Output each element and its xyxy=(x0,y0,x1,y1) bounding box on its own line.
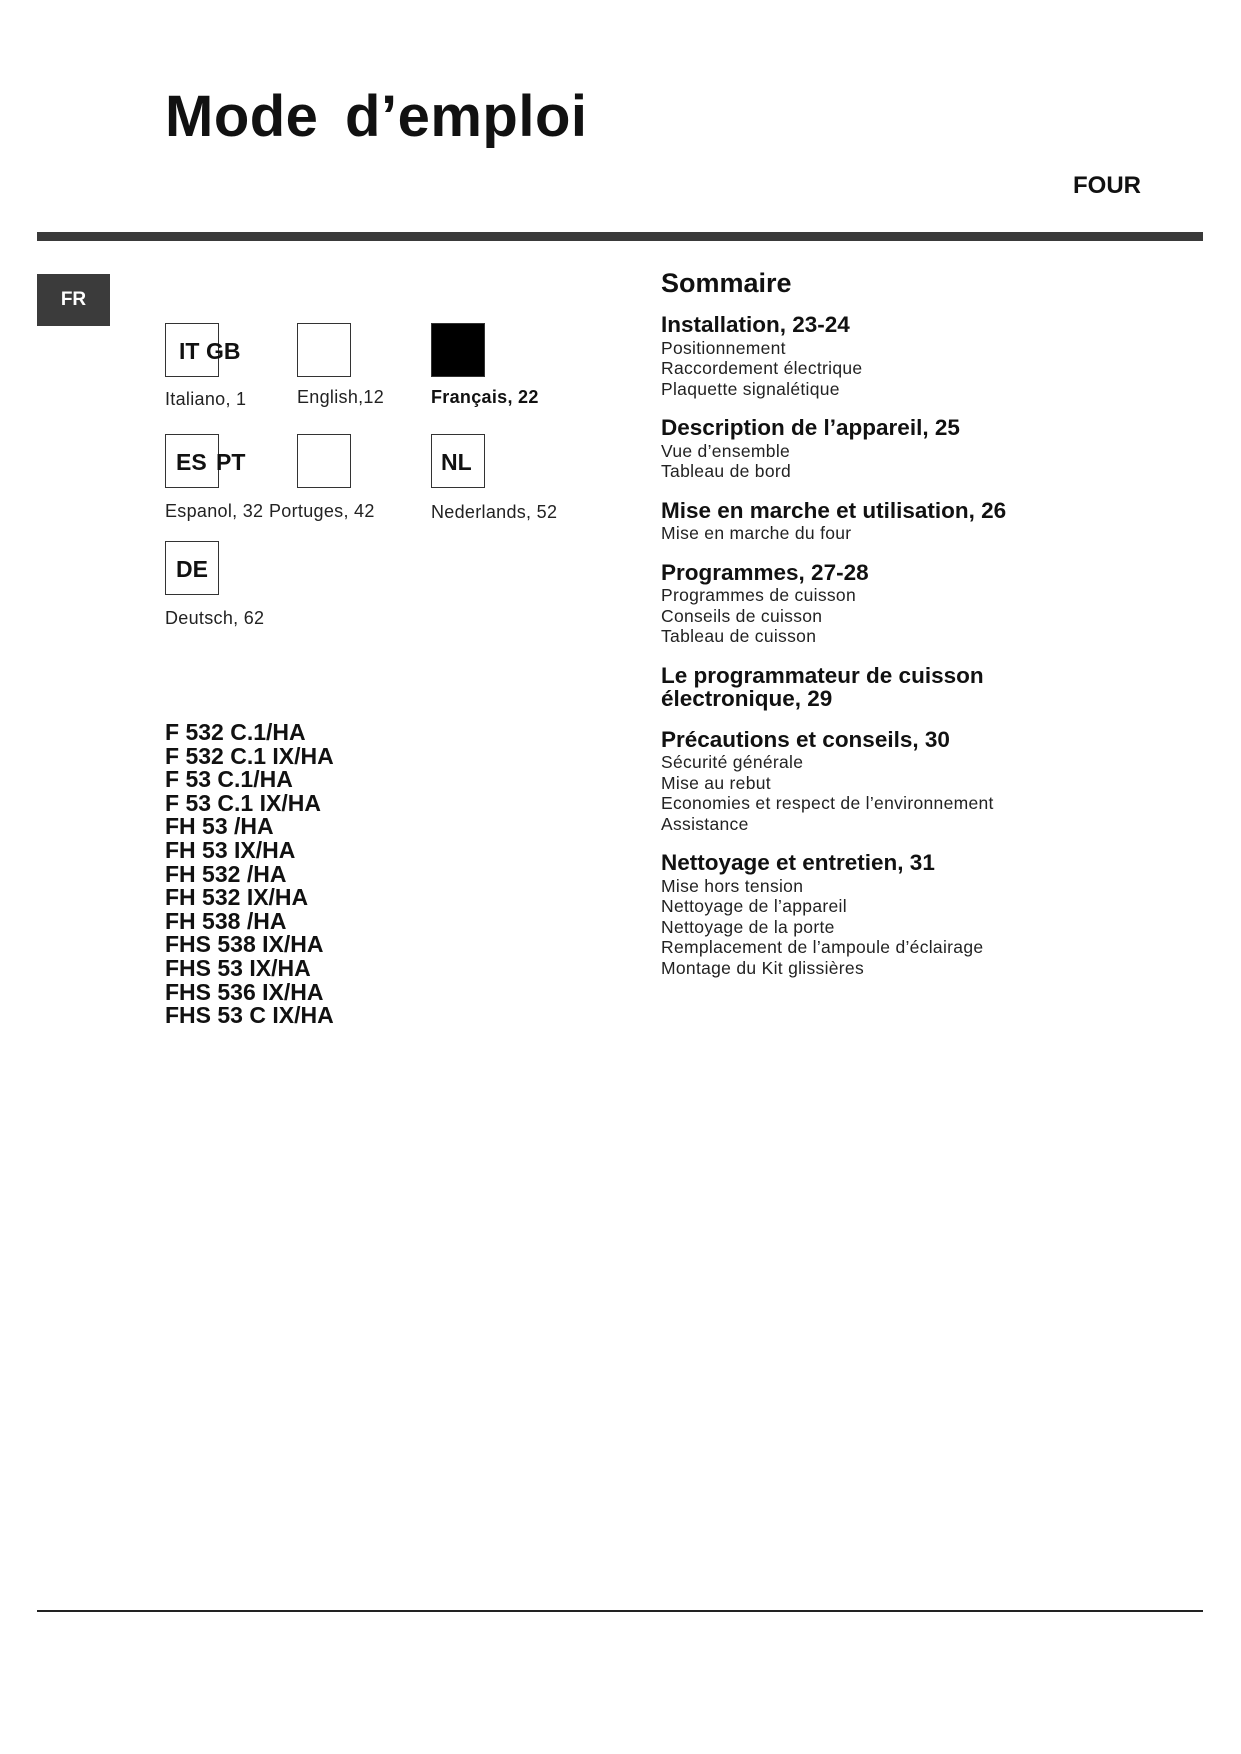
footer-divider xyxy=(37,1610,1203,1612)
toc-item[interactable]: Tableau de bord xyxy=(661,461,792,481)
page-title: Mode d’emploi xyxy=(165,84,588,149)
toc-section-precautions xyxy=(661,728,1201,835)
toc-item[interactable]: Mise en marche du four xyxy=(661,523,852,543)
toc-heading[interactable]: Précautions et conseils, 30 xyxy=(661,726,950,752)
language-label-francais[interactable]: Français, 22 xyxy=(431,387,539,407)
model-item: FH 538 /HA xyxy=(165,907,287,934)
toc-item[interactable]: Vue d’ensemble xyxy=(661,440,791,461)
model-item: FHS 53 C IX/HA xyxy=(165,1002,334,1029)
model-item: FHS 538 IX/HA xyxy=(165,931,324,958)
language-code-pt: PT xyxy=(216,449,246,475)
toc-item[interactable]: Programmes de cuisson xyxy=(661,585,856,605)
language-code-nl: NL xyxy=(441,449,472,475)
toc-item[interactable]: Nettoyage de l’appareil xyxy=(661,896,847,916)
toc-item[interactable]: Mise hors tension xyxy=(661,875,804,896)
toc-item[interactable]: Economies et respect de l’environnement xyxy=(661,793,994,813)
toc-section-programmes xyxy=(661,561,1201,647)
model-item: F 532 C.1/HA xyxy=(165,719,306,745)
product-type: FOUR xyxy=(1073,172,1141,199)
toc-item[interactable]: Sécurité générale xyxy=(661,752,804,772)
toc-heading[interactable]: Nettoyage et entretien, 31 xyxy=(661,850,935,875)
current-language-tab: FR xyxy=(37,274,110,326)
toc-item[interactable]: Positionnement xyxy=(661,337,786,358)
toc-item[interactable]: Plaquette signalétique xyxy=(661,378,840,399)
model-item: FH 532 IX/HA xyxy=(165,884,309,911)
toc-heading[interactable]: Programmes, 27-28 xyxy=(661,559,869,585)
language-code-es: ES xyxy=(176,449,207,475)
toc-item[interactable]: Mise au rebut xyxy=(661,772,771,793)
toc-section-installation xyxy=(661,313,1201,399)
toc-item[interactable]: Remplacement de l’ampoule d’éclairage xyxy=(661,937,984,957)
table-of-contents xyxy=(661,268,1201,995)
language-box-francais-selected[interactable] xyxy=(431,323,485,377)
model-item: F 53 C.1/HA xyxy=(165,766,293,793)
toc-item[interactable]: Nettoyage de la porte xyxy=(661,916,835,937)
language-label-nederlands[interactable]: Nederlands, 52 xyxy=(431,502,558,522)
toc-item[interactable]: Conseils de cuisson xyxy=(661,605,823,626)
toc-heading[interactable]: Description de l’appareil, 25 xyxy=(661,415,960,440)
toc-item[interactable]: Tableau de cuisson xyxy=(661,626,817,646)
language-label-deutsch[interactable]: Deutsch, 62 xyxy=(165,608,265,628)
toc-heading-line[interactable]: électronique, 29 xyxy=(661,686,833,711)
language-label-english[interactable]: English,12 xyxy=(297,387,385,407)
language-label-espanol[interactable]: Espanol, 32 xyxy=(165,501,264,521)
toc-title: Sommaire xyxy=(661,268,792,298)
model-item: FHS 53 IX/HA xyxy=(165,954,311,981)
toc-item[interactable]: Montage du Kit glissières xyxy=(661,957,865,978)
toc-heading[interactable]: Mise en marche et utilisation, 26 xyxy=(661,497,1007,523)
language-label-portuges[interactable]: Portuges, 42 xyxy=(269,501,375,521)
model-item: F 53 C.1 IX/HA xyxy=(165,789,321,816)
model-item: FH 532 /HA xyxy=(165,860,287,887)
toc-section-description xyxy=(661,416,1201,482)
model-item: FH 53 /HA xyxy=(165,813,274,840)
model-list xyxy=(165,721,334,1028)
model-item: FHS 536 IX/HA xyxy=(165,978,324,1005)
toc-item[interactable]: Raccordement électrique xyxy=(661,358,863,378)
toc-heading[interactable]: Installation, 23-24 xyxy=(661,312,850,337)
language-label-italiano[interactable]: Italiano, 1 xyxy=(165,389,247,409)
language-box-portuges[interactable] xyxy=(297,434,351,488)
model-item: FH 53 IX/HA xyxy=(165,836,296,863)
toc-section-programmateur xyxy=(661,664,1201,711)
header-divider xyxy=(37,232,1203,241)
toc-section-mise-en-marche xyxy=(661,499,1201,544)
language-code-de: DE xyxy=(176,556,208,582)
model-item: F 532 C.1 IX/HA xyxy=(165,742,334,769)
toc-heading-line[interactable]: Le programmateur de cuisson xyxy=(661,662,984,688)
toc-item[interactable]: Assistance xyxy=(661,813,749,834)
language-code-it: IT xyxy=(179,338,200,364)
language-code-gb: GB xyxy=(206,338,241,364)
toc-section-nettoyage xyxy=(661,851,1201,978)
language-box-english[interactable] xyxy=(297,323,351,377)
